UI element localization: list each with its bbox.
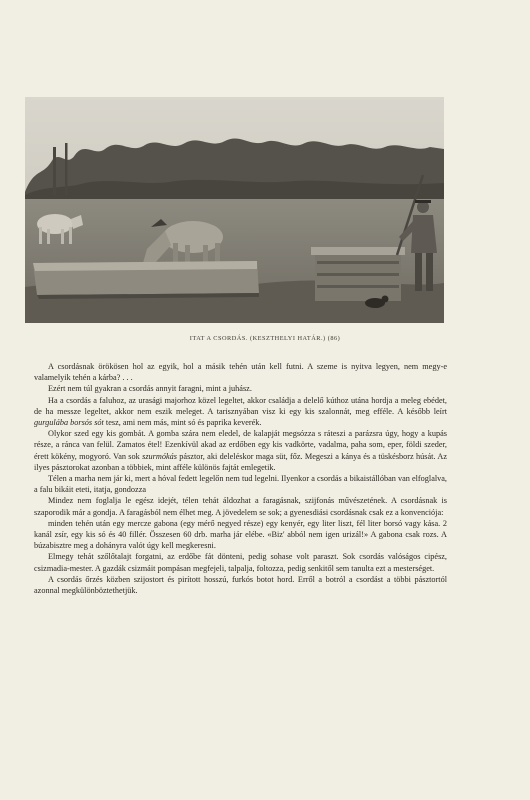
water-trough [33, 261, 259, 299]
paragraph-1 [34, 361, 447, 383]
text-run: Olykor szed egy kis gombát. A gomba szára nem eledel, de kalapját megsózza s ráteszi a parázsra úgy, hogy a kupás része, a ránca van felül. Zamatos étel! Ezenkívül akad az erdőben egy kis vadkörte, vadalma, paha som, eper, földi szeder, érett kökény, mogyoró. Van sok [34, 429, 447, 461]
italic-phrase: szurmókás [142, 451, 177, 461]
text-run: Mindez nem foglalja le egész idejét, télen tehát áldozhat a faragásnak, szijfonás művészetének. A csordásnak is szaporodik már a gondja. A faragásból nem élhet meg. A jövedelem se sok; a gyenesdiási csordásnak csak ez a konvenciója: [34, 496, 447, 517]
paragraph-4 [34, 428, 447, 473]
paragraph-7 [34, 518, 447, 552]
paragraph-9 [34, 574, 447, 596]
photograph-herder-watering-cattle [25, 97, 444, 323]
italic-phrase: gurgulába borsós sót [34, 418, 104, 428]
paragraph-6 [34, 495, 447, 517]
tree-trunk [65, 143, 68, 195]
paragraph-8 [34, 551, 447, 573]
body-text [34, 361, 447, 596]
text-run: Ha a csordás a faluhoz, az urasági majorhoz közel legeltet, akkor családja a delelő kúthoz utána hordja a meleg ebédet, de ha messze legeltet, akkor nem eszik meleget. A tarisznyában visz ki egy kis szalonnát, meg efféle. A később leírt [34, 395, 447, 416]
photo-caption: ITAT A CSORDÁS. (KESZTHELYI HATÁR.) (86) [189, 335, 341, 342]
paragraph-5 [34, 473, 447, 495]
text-run: A csordás őrzés közben szijostort és pirított hosszú, furkós botot hord. Erről a botról a csordást a többi pásztortól azonnal megkülönböztethetjük. [34, 574, 447, 596]
text-run: Télen a marha nem jár ki, mert a hóval fedett legelőn nem tud legelni. Ilyenkor a csordás a bikaistállóban van elfoglalva, a falu bikáit eteti, itatja, gondozza [34, 474, 447, 495]
text-run: tesz, ami nem más, mint só és paprika keverék. [103, 418, 262, 428]
paragraph-3 [34, 395, 447, 429]
text-run: Ezért nem túl gyakran a csordás annyit faragni, mint a juhász. [48, 384, 252, 394]
text-run: minden tehén után egy mercze gabona (egy mérő negyed része) egy kenyér, egy liter liszt, fél liter borsó vagy kása. 2 kanál zsír, egy kis só és 40 fillér. Összesen 60 drb. marha jár elébe. «Biz' abból nem igen urizál!» A gabona csak rozs. A búzabisztre meg a dohányra valót úgy kell megkeresni. [34, 518, 447, 551]
text-run: pásztor, aki deleléskor maga süt, főz. Megeszi a kánya és a tüskésborz húsát. Az ilyes pásztorokat azonban a többiek, mint afféle különös fajtát emlegetik. [34, 451, 447, 472]
paragraph-2 [34, 383, 447, 394]
text-run: Elmegy tehát szőlőtalajt forgatni, az erdőbe fát dönteni, pedig sohase volt paraszt. Sok csordás valóságos cipész, csizmadia-mester. A gazdák csizmáit pompásan megfejeli, talpalja, foltozza, pedig senkitől sem tanulta ezt a mesterséget. [34, 552, 447, 573]
tree-trunk [53, 147, 56, 195]
well-structure [311, 247, 405, 301]
text-run: A csordásnak örökösen hol az egyik, hol a másik tehén után kell futni. A szeme is nyitva legyen, nem megy-e valamelyik tehén a kárba? . . . [34, 362, 447, 383]
photo-illustration [25, 97, 444, 323]
